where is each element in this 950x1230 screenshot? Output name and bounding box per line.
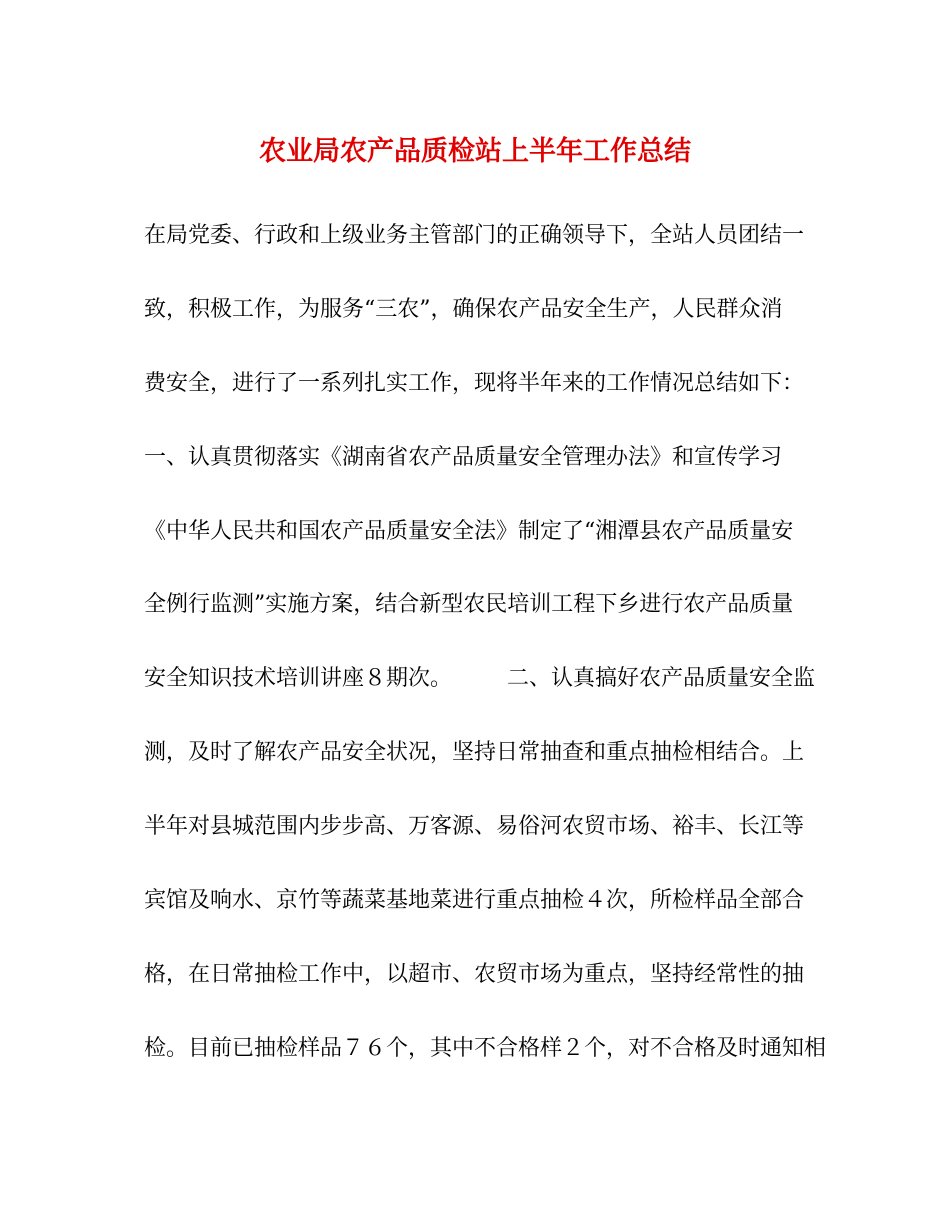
body-line: 全例行监测”实施方案，结合新型农民培训工程下乡进行农产品质量 <box>144 592 794 618</box>
body-line: 检。目前已抽检样品７６个，其中不合格样２个，对不合格及时通知相 <box>144 1035 827 1061</box>
body-line: 在局党委、行政和上级业务主管部门的正确领导下，全站人员团结一 <box>144 223 805 248</box>
body-line: 一、认真贯彻落实《湖南省农产品质量安全管理办法》和宣传学习 <box>144 444 783 470</box>
body-line: 《中华人民共和国农产品质量安全法》制定了“湘潭县农产品质量安 <box>144 518 794 544</box>
body-line: 格，在日常抽检工作中，以超市、农贸市场为重点，坚持经常性的抽 <box>144 961 805 987</box>
body-line: 致，积极工作，为服务“三农”，确保农产品安全生产，人民群众消 <box>144 296 783 322</box>
body-line: 测，及时了解农产品安全状况，坚持日常抽查和重点抽检相结合。上 <box>144 740 805 766</box>
body-line: 半年对县城范围内步步高、万客源、易俗河农贸市场、裕丰、长江等 <box>144 814 805 840</box>
body-line: 安全知识技术培训讲座８期次。 二、认真搞好农产品质量安全监 <box>144 666 816 692</box>
body-line: 费安全，进行了一系列扎实工作，现将半年来的工作情况总结如下： <box>144 370 805 396</box>
body-line: 宾馆及响水、京竹等蔬菜基地菜进行重点抽检４次，所检样品全部合 <box>144 888 805 914</box>
document-title: 农业局农产品质检站上半年工作总结 <box>259 136 691 167</box>
document-body <box>144 216 827 1103</box>
